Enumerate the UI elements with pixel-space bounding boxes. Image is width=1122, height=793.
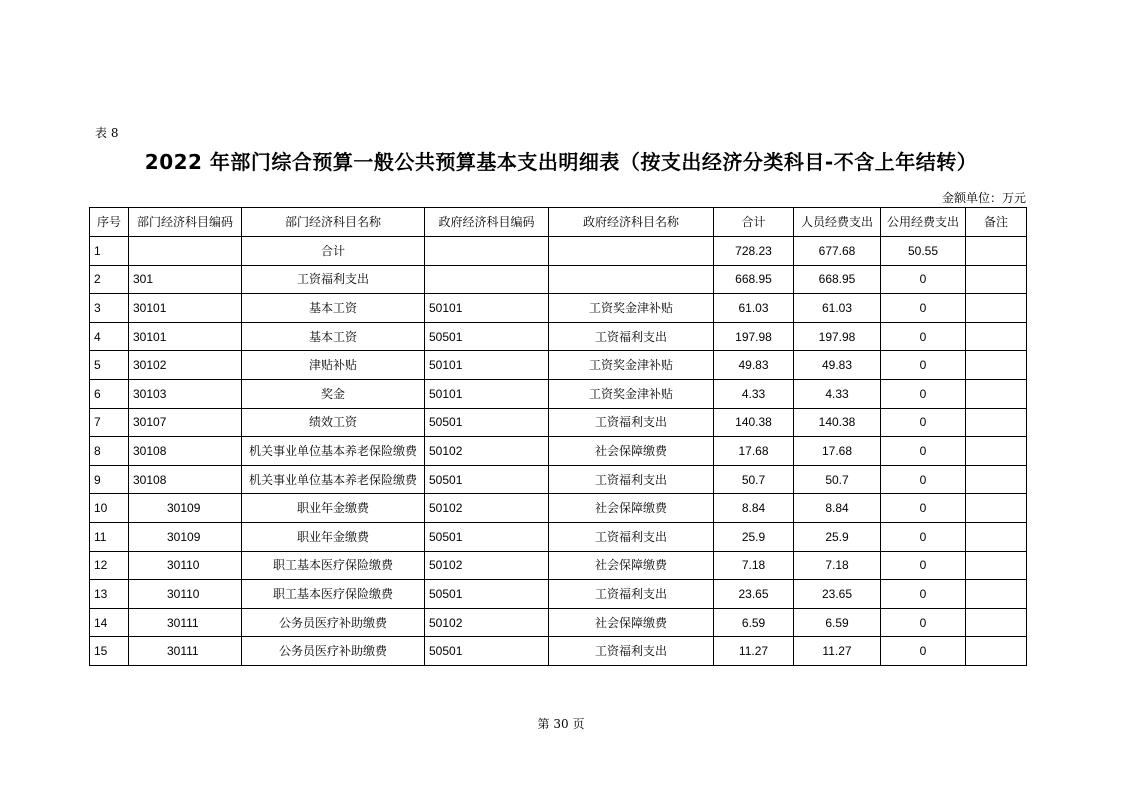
- table-row: [90, 465, 1027, 494]
- cell-public: 0: [881, 465, 966, 494]
- cell-gov-code: 50102: [425, 494, 549, 523]
- cell-public: 0: [881, 379, 966, 408]
- cell-gov-code: 50501: [425, 322, 549, 351]
- cell-personnel: 668.95: [794, 265, 881, 294]
- cell-dept-name: 津贴补贴: [242, 351, 425, 380]
- cell-total: 4.33: [714, 379, 794, 408]
- cell-total: 6.59: [714, 608, 794, 637]
- table-row: [90, 551, 1027, 580]
- cell-seq: 3: [90, 294, 129, 323]
- table-row: [90, 265, 1027, 294]
- cell-dept-code: 30108: [129, 437, 242, 466]
- cell-total: 25.9: [714, 522, 794, 551]
- table-row: [90, 494, 1027, 523]
- cell-gov-code: 50501: [425, 465, 549, 494]
- cell-gov-name: 社会保障缴费: [549, 494, 714, 523]
- cell-gov-code: 50101: [425, 379, 549, 408]
- cell-total: 11.27: [714, 637, 794, 666]
- cell-public: 0: [881, 580, 966, 609]
- cell-gov-code: 50501: [425, 408, 549, 437]
- table-row: [90, 322, 1027, 351]
- cell-public: 0: [881, 522, 966, 551]
- cell-total: 50.7: [714, 465, 794, 494]
- cell-dept-code: 30108: [129, 465, 242, 494]
- cell-dept-name: 基本工资: [242, 294, 425, 323]
- cell-public: 0: [881, 408, 966, 437]
- cell-dept-name: 职工基本医疗保险缴费: [242, 580, 425, 609]
- cell-personnel: 61.03: [794, 294, 881, 323]
- budget-table: [89, 207, 1027, 666]
- cell-dept-code: 30111: [129, 637, 242, 666]
- cell-personnel: 7.18: [794, 551, 881, 580]
- cell-personnel: 11.27: [794, 637, 881, 666]
- cell-public: 0: [881, 351, 966, 380]
- cell-gov-code: 50501: [425, 580, 549, 609]
- cell-gov-code: 50102: [425, 551, 549, 580]
- cell-total: 8.84: [714, 494, 794, 523]
- cell-seq: 4: [90, 322, 129, 351]
- cell-dept-code: 301: [129, 265, 242, 294]
- cell-public: 0: [881, 637, 966, 666]
- cell-dept-name: 职业年金缴费: [242, 522, 425, 551]
- cell-public: 0: [881, 437, 966, 466]
- cell-gov-name: 工资奖金津补贴: [549, 294, 714, 323]
- cell-personnel: 8.84: [794, 494, 881, 523]
- cell-remark: [966, 494, 1027, 523]
- table-label: 表 8: [95, 126, 119, 140]
- cell-dept-code: 30109: [129, 522, 242, 551]
- cell-gov-name: 工资福利支出: [549, 408, 714, 437]
- cell-seq: 15: [90, 637, 129, 666]
- cell-gov-name: 社会保障缴费: [549, 437, 714, 466]
- cell-dept-code: 30109: [129, 494, 242, 523]
- cell-total: 17.68: [714, 437, 794, 466]
- cell-dept-code: 30110: [129, 551, 242, 580]
- cell-total: 668.95: [714, 265, 794, 294]
- header-dept-name: 部门经济科目名称: [242, 208, 425, 237]
- cell-dept-name: 公务员医疗补助缴费: [242, 637, 425, 666]
- table-row: [90, 237, 1027, 266]
- cell-dept-code: 30101: [129, 322, 242, 351]
- cell-dept-code: 30107: [129, 408, 242, 437]
- cell-personnel: 140.38: [794, 408, 881, 437]
- header-gov-code: 政府经济科目编码: [425, 208, 549, 237]
- cell-personnel: 4.33: [794, 379, 881, 408]
- cell-dept-name: 绩效工资: [242, 408, 425, 437]
- cell-seq: 12: [90, 551, 129, 580]
- cell-total: 23.65: [714, 580, 794, 609]
- table-body: [90, 237, 1027, 666]
- cell-total: 197.98: [714, 322, 794, 351]
- cell-public: 0: [881, 265, 966, 294]
- cell-remark: [966, 437, 1027, 466]
- cell-gov-name: [549, 265, 714, 294]
- cell-gov-name: 工资奖金津补贴: [549, 379, 714, 408]
- cell-gov-name: 社会保障缴费: [549, 551, 714, 580]
- cell-seq: 1: [90, 237, 129, 266]
- table-row: [90, 637, 1027, 666]
- table-row: [90, 294, 1027, 323]
- cell-remark: [966, 237, 1027, 266]
- cell-gov-code: 50101: [425, 351, 549, 380]
- cell-public: 50.55: [881, 237, 966, 266]
- header-public: 公用经费支出: [881, 208, 966, 237]
- cell-dept-code: 30110: [129, 580, 242, 609]
- cell-total: 7.18: [714, 551, 794, 580]
- table-row: [90, 437, 1027, 466]
- header-dept-code: 部门经济科目编码: [129, 208, 242, 237]
- cell-dept-code: 30103: [129, 379, 242, 408]
- cell-personnel: 25.9: [794, 522, 881, 551]
- cell-remark: [966, 551, 1027, 580]
- header-seq: 序号: [90, 208, 129, 237]
- cell-dept-code: 30111: [129, 608, 242, 637]
- cell-remark: [966, 379, 1027, 408]
- cell-personnel: 23.65: [794, 580, 881, 609]
- cell-personnel: 197.98: [794, 322, 881, 351]
- page-number: 第 30 页: [537, 717, 585, 731]
- cell-dept-name: 合计: [242, 237, 425, 266]
- cell-gov-code: [425, 265, 549, 294]
- cell-dept-name: 机关事业单位基本养老保险缴费: [242, 437, 425, 466]
- cell-gov-name: 工资福利支出: [549, 637, 714, 666]
- cell-gov-code: 50501: [425, 522, 549, 551]
- cell-remark: [966, 322, 1027, 351]
- cell-seq: 11: [90, 522, 129, 551]
- cell-public: 0: [881, 551, 966, 580]
- cell-remark: [966, 637, 1027, 666]
- cell-dept-name: 基本工资: [242, 322, 425, 351]
- header-gov-name: 政府经济科目名称: [549, 208, 714, 237]
- cell-dept-code: 30101: [129, 294, 242, 323]
- cell-personnel: 6.59: [794, 608, 881, 637]
- cell-gov-name: 工资福利支出: [549, 522, 714, 551]
- cell-dept-name: 工资福利支出: [242, 265, 425, 294]
- table-row: [90, 351, 1027, 380]
- cell-public: 0: [881, 294, 966, 323]
- cell-seq: 7: [90, 408, 129, 437]
- cell-personnel: 17.68: [794, 437, 881, 466]
- cell-remark: [966, 351, 1027, 380]
- cell-gov-code: 50102: [425, 608, 549, 637]
- cell-gov-name: 工资福利支出: [549, 580, 714, 609]
- cell-gov-code: [425, 237, 549, 266]
- cell-remark: [966, 608, 1027, 637]
- cell-seq: 6: [90, 379, 129, 408]
- cell-dept-name: 机关事业单位基本养老保险缴费: [242, 465, 425, 494]
- cell-total: 140.38: [714, 408, 794, 437]
- cell-gov-code: 50101: [425, 294, 549, 323]
- cell-dept-name: 奖金: [242, 379, 425, 408]
- header-total: 合计: [714, 208, 794, 237]
- cell-public: 0: [881, 322, 966, 351]
- cell-gov-name: [549, 237, 714, 266]
- cell-total: 728.23: [714, 237, 794, 266]
- cell-remark: [966, 265, 1027, 294]
- table-row: [90, 408, 1027, 437]
- header-row: [90, 208, 1027, 237]
- table-row: [90, 580, 1027, 609]
- cell-dept-code: 30102: [129, 351, 242, 380]
- cell-total: 49.83: [714, 351, 794, 380]
- header-remark: 备注: [966, 208, 1027, 237]
- cell-dept-name: 公务员医疗补助缴费: [242, 608, 425, 637]
- cell-seq: 2: [90, 265, 129, 294]
- table-row: [90, 608, 1027, 637]
- cell-seq: 10: [90, 494, 129, 523]
- cell-gov-name: 工资福利支出: [549, 465, 714, 494]
- cell-total: 61.03: [714, 294, 794, 323]
- cell-personnel: 50.7: [794, 465, 881, 494]
- cell-seq: 8: [90, 437, 129, 466]
- cell-remark: [966, 294, 1027, 323]
- table-row: [90, 522, 1027, 551]
- cell-seq: 9: [90, 465, 129, 494]
- cell-personnel: 677.68: [794, 237, 881, 266]
- cell-personnel: 49.83: [794, 351, 881, 380]
- cell-remark: [966, 465, 1027, 494]
- table-row: [90, 379, 1027, 408]
- cell-seq: 14: [90, 608, 129, 637]
- cell-gov-code: 50102: [425, 437, 549, 466]
- cell-gov-name: 社会保障缴费: [549, 608, 714, 637]
- cell-remark: [966, 408, 1027, 437]
- cell-public: 0: [881, 608, 966, 637]
- unit-note: 金额单位：万元: [941, 191, 1026, 205]
- cell-remark: [966, 580, 1027, 609]
- header-personnel: 人员经费支出: [794, 208, 881, 237]
- page-title: 2022 年部门综合预算一般公共预算基本支出明细表（按支出经济分类科目-不含上年结转）: [144, 150, 978, 174]
- cell-gov-name: 工资奖金津补贴: [549, 351, 714, 380]
- cell-gov-name: 工资福利支出: [549, 322, 714, 351]
- cell-gov-code: 50501: [425, 637, 549, 666]
- cell-public: 0: [881, 494, 966, 523]
- cell-seq: 5: [90, 351, 129, 380]
- cell-seq: 13: [90, 580, 129, 609]
- cell-dept-name: 职业年金缴费: [242, 494, 425, 523]
- cell-dept-name: 职工基本医疗保险缴费: [242, 551, 425, 580]
- cell-dept-code: [129, 237, 242, 266]
- cell-remark: [966, 522, 1027, 551]
